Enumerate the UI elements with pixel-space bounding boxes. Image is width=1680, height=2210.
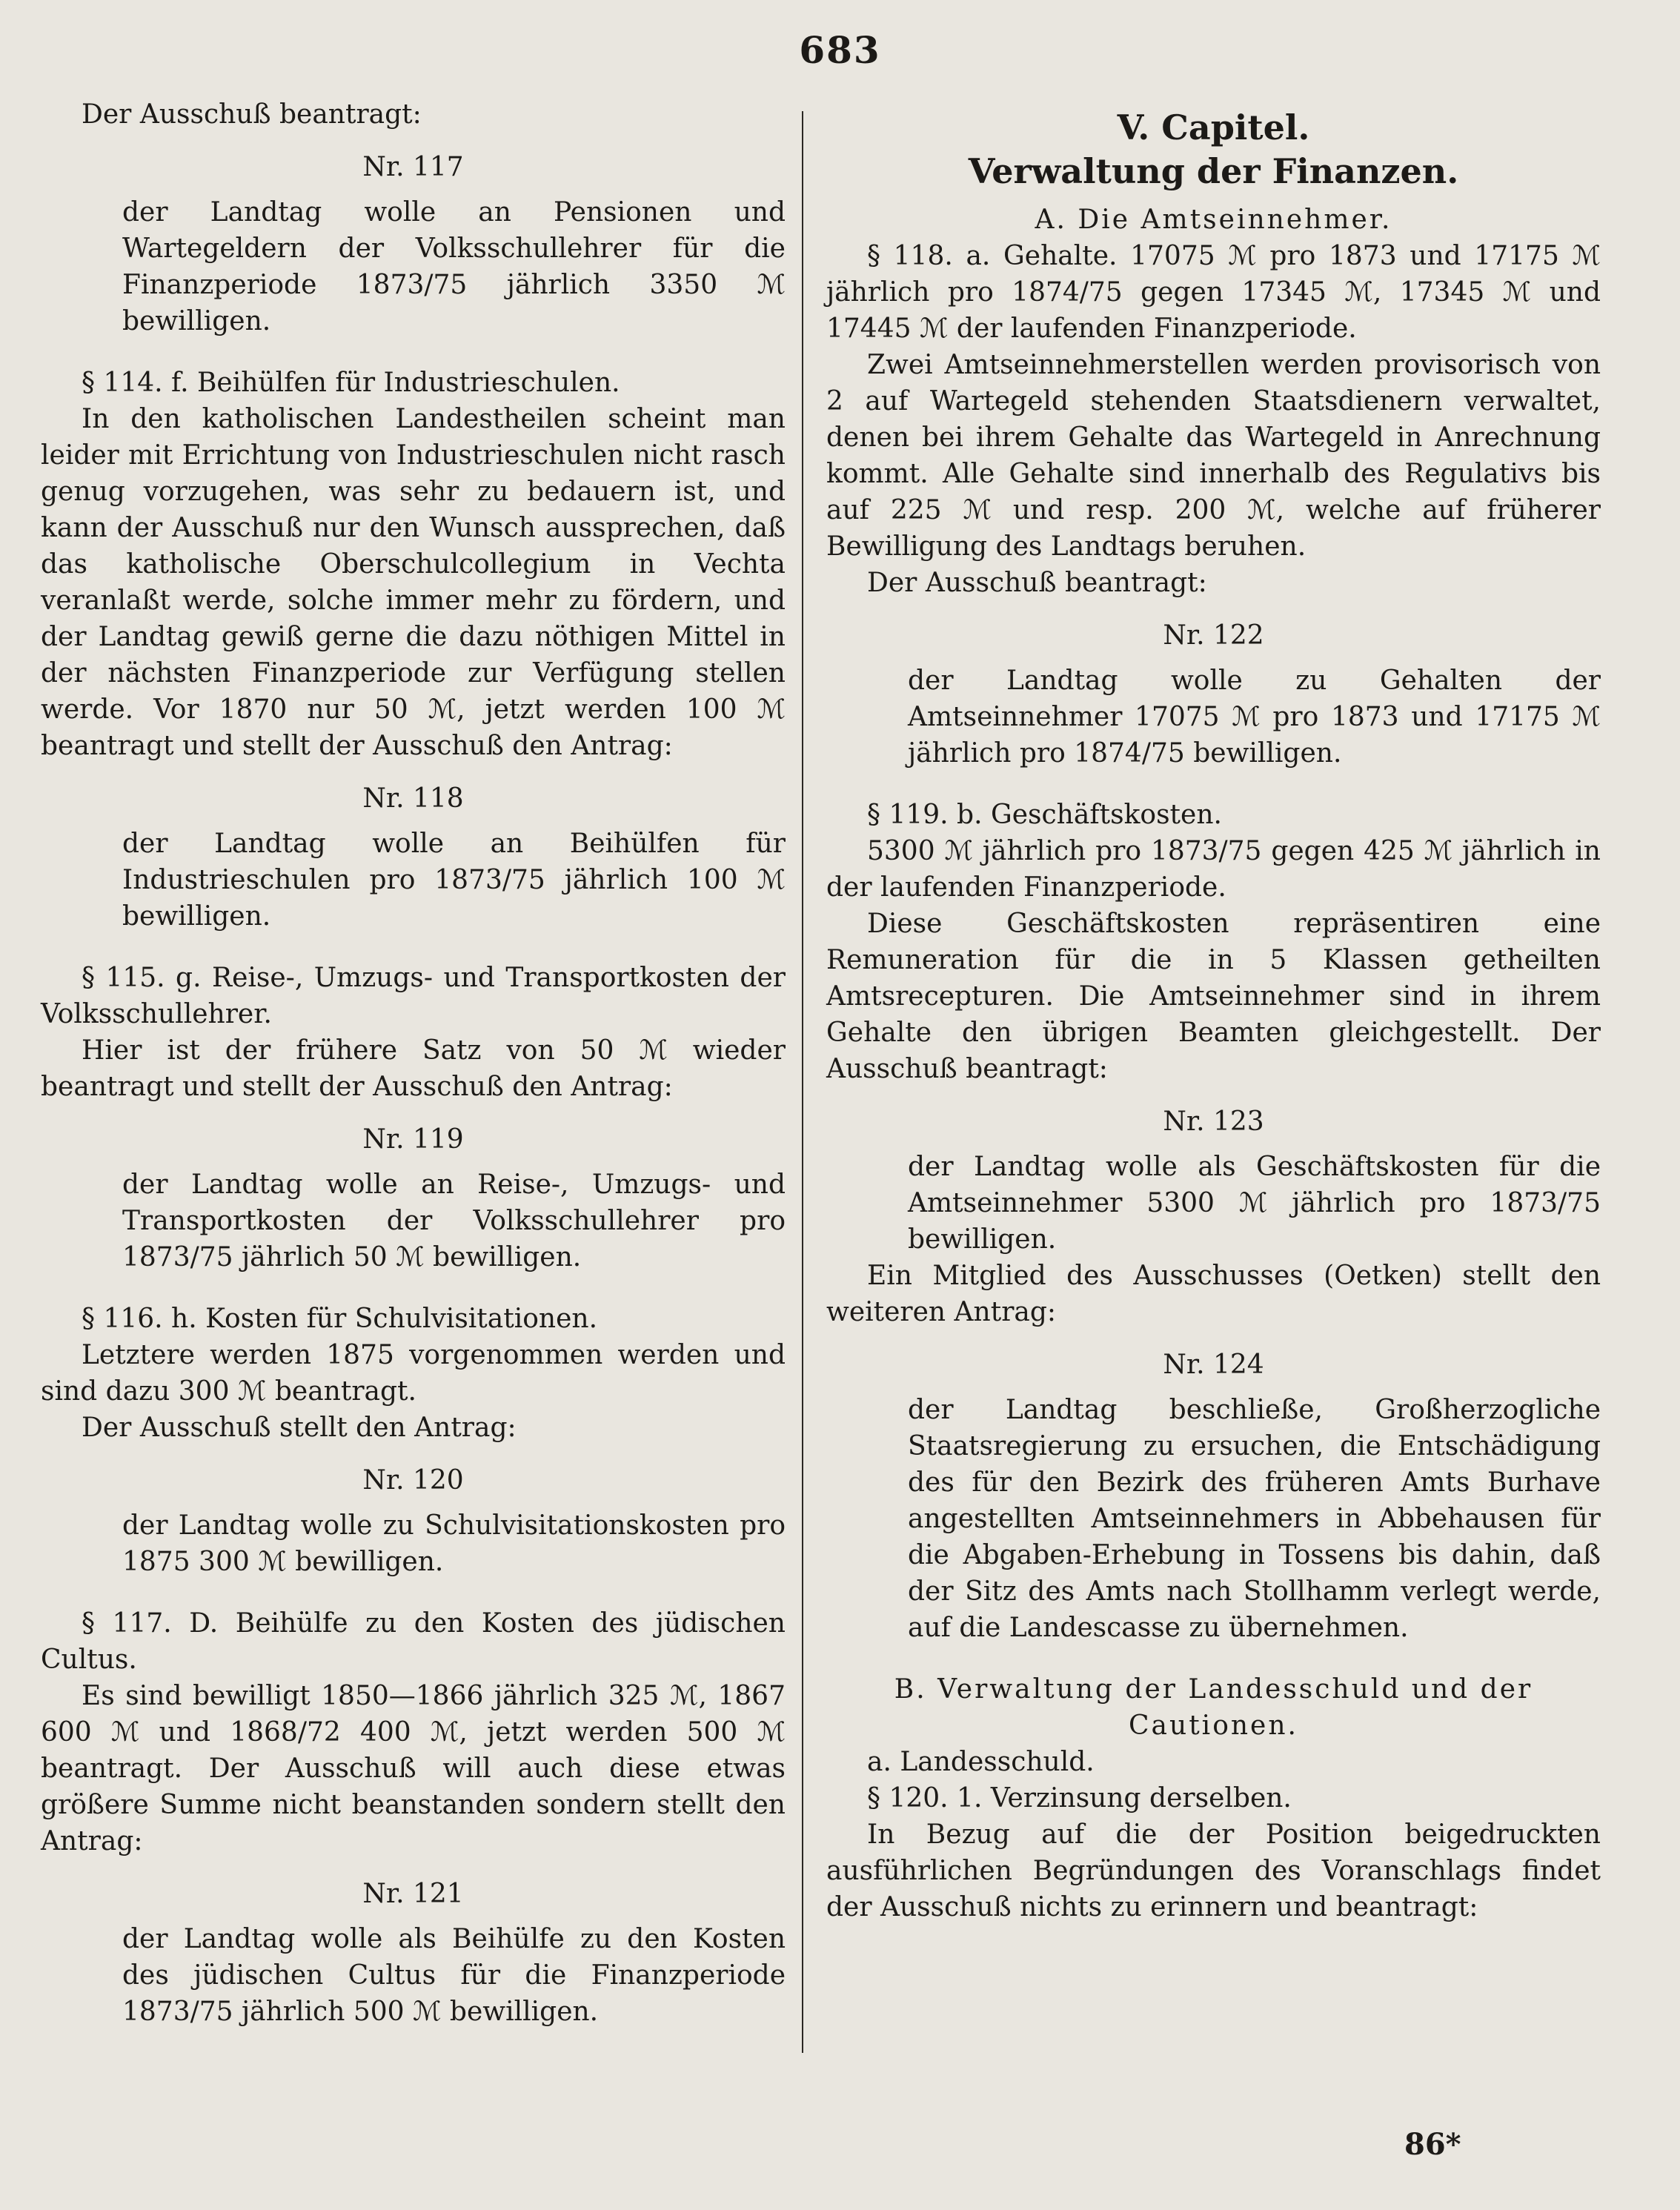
- section-heading: § 119. b. Geschäftskosten.: [867, 800, 1222, 830]
- motion-text: der Landtag beschließe, Großherzogliche Staatsregierung zu ersuchen, die Entschädigung des für den Bezirk des früheren Amts Burhave angestellten Amtseinnehmers in Abbehausen für die Abgaben-Erhebung in Tossens bis dahin, daß der Sitz des Amts nach Stollhamm verlegt werde, auf die Landescasse zu übernehmen.: [908, 1395, 1601, 1643]
- subsection-heading: A. Die Amtseinnehmer.: [1035, 205, 1392, 235]
- subsection-heading: B. Verwaltung der Landesschuld und der Cautionen.: [894, 1674, 1533, 1741]
- paragraph: Diese Geschäftskosten repräsentiren eine Remuneration für die in 5 Klassen getheilten Amtsrecepturen. Die Amtseinnehmer sind in ihrem Gehalte den übrigen Beamten gleichgestellt. Der Ausschuß beantragt:: [826, 909, 1601, 1084]
- chapter-heading: V. Capitel.: [1117, 107, 1310, 147]
- paragraph: Der Ausschuß stellt den Antrag:: [82, 1413, 517, 1443]
- left-column: [41, 96, 786, 2030]
- paragraph: Letztere werden 1875 vorgenommen werden und sind dazu 300 ℳ beantragt.: [41, 1340, 786, 1407]
- paragraph: 5300 ℳ jährlich pro 1873/75 gegen 425 ℳ jährlich in der laufenden Finanzperiode.: [826, 836, 1601, 903]
- motion-number: Nr. 122: [1163, 620, 1264, 651]
- motion-number: Nr. 123: [1163, 1106, 1264, 1137]
- paragraph: Der Ausschuß beantragt:: [867, 568, 1207, 598]
- section-heading: § 120. 1. Verzinsung derselben.: [867, 1783, 1292, 1814]
- motion-text: der Landtag wolle an Beihülfen für Industrieschulen pro 1873/75 jährlich 100 ℳ bewilligen.: [122, 829, 786, 932]
- section-heading: § 118. a. Gehalte. 17075 ℳ pro 1873 und 17175 ℳ jährlich pro 1874/75 gegen 17345 ℳ, 17345 ℳ und 17445 ℳ der laufenden Finanzperiode.: [826, 241, 1601, 344]
- paragraph: Ein Mitglied des Ausschusses (Oetken) stellt den weiteren Antrag:: [826, 1261, 1601, 1327]
- motion-text: der Landtag wolle als Beihülfe zu den Kosten des jüdischen Cultus für die Finanzperiode 1873/75 jährlich 500 ℳ bewilligen.: [122, 1924, 786, 2027]
- motion-text: der Landtag wolle an Reise-, Umzugs- und Transportkosten der Volksschullehrer pro 1873/75 jährlich 50 ℳ bewilligen.: [122, 1169, 786, 1272]
- motion-number: Nr. 120: [362, 1465, 464, 1496]
- right-column: [826, 96, 1601, 1925]
- paragraph: In den katholischen Landestheilen scheint man leider mit Errichtung von Industrieschulen nicht rasch genug vorzugehen, was sehr zu bedauern ist, und kann der Ausschuß nur den Wunsch aussprechen, daß das katholische Oberschulcollegium in Vechta veranlaßt werde, solche immer mehr zu fördern, und der Landtag gewiß gerne die dazu nöthigen Mittel in der nächsten Finanzperiode zur Verfügung stellen werde. Vor 1870 nur 50 ℳ, jetzt werden 100 ℳ beantragt und stellt der Ausschuß den Antrag:: [41, 404, 786, 761]
- section-heading: § 115. g. Reise-, Umzugs- und Transportkosten der Volksschullehrer.: [41, 963, 786, 1029]
- paragraph: Zwei Amtseinnehmerstellen werden provisorisch von 2 auf Wartegeld stehenden Staatsdienern verwaltet, denen bei ihrem Gehalte das Wartegeld in Anrechnung kommt. Alle Gehalte sind innerhalb des Regulativs bis auf 225 ℳ und resp. 200 ℳ, welche auf früherer Bewilligung des Landtags beruhen.: [826, 350, 1601, 562]
- column-divider: [802, 111, 803, 2053]
- motion-text: der Landtag wolle zu Schulvisitationskosten pro 1875 300 ℳ bewilligen.: [122, 1510, 786, 1577]
- paragraph: Hier ist der frühere Satz von 50 ℳ wieder beantragt und stellt der Ausschuß den Antrag:: [41, 1035, 786, 1102]
- motion-number: Nr. 117: [362, 152, 464, 182]
- paragraph: Der Ausschuß beantragt:: [82, 99, 422, 130]
- chapter-title: Verwaltung der Finanzen.: [968, 151, 1459, 191]
- motion-number: Nr. 121: [362, 1879, 464, 1909]
- motion-number: Nr. 118: [362, 783, 464, 814]
- section-heading: § 116. h. Kosten für Schulvisitationen.: [82, 1304, 598, 1334]
- page-number: 683: [799, 28, 881, 72]
- motion-text: der Landtag wolle als Geschäftskosten für die Amtseinnehmer 5300 ℳ jährlich pro 1873/75 bewilligen.: [908, 1152, 1601, 1255]
- signature-mark: 86*: [1404, 2127, 1461, 2162]
- paragraph: Es sind bewilligt 1850—1866 jährlich 325 ℳ, 1867 600 ℳ und 1868/72 400 ℳ, jetzt werden 500 ℳ beantragt. Der Ausschuß will auch diese etwas größere Summe nicht beanstanden sondern stellt den Antrag:: [41, 1681, 786, 1856]
- motion-number: Nr. 119: [362, 1124, 464, 1155]
- motion-text: der Landtag wolle zu Gehalten der Amtseinnehmer 17075 ℳ pro 1873 und 17175 ℳ jährlich pro 1874/75 bewilligen.: [908, 666, 1601, 769]
- motion-number: Nr. 124: [1163, 1350, 1264, 1380]
- motion-text: der Landtag wolle an Pensionen und Wartegeldern der Volksschullehrer für die Finanzperiode 1873/75 jährlich 3350 ℳ bewilligen.: [122, 197, 786, 336]
- section-heading: § 117. D. Beihülfe zu den Kosten des jüdischen Cultus.: [41, 1608, 786, 1675]
- section-heading: § 114. f. Beihülfen für Industrieschulen.: [82, 368, 620, 398]
- subsection-heading: a. Landesschuld.: [867, 1747, 1095, 1777]
- paragraph: In Bezug auf die der Position beigedruckten ausführlichen Begründungen des Voranschlags findet der Ausschuß nichts zu erinnern und beantragt:: [826, 1819, 1601, 1922]
